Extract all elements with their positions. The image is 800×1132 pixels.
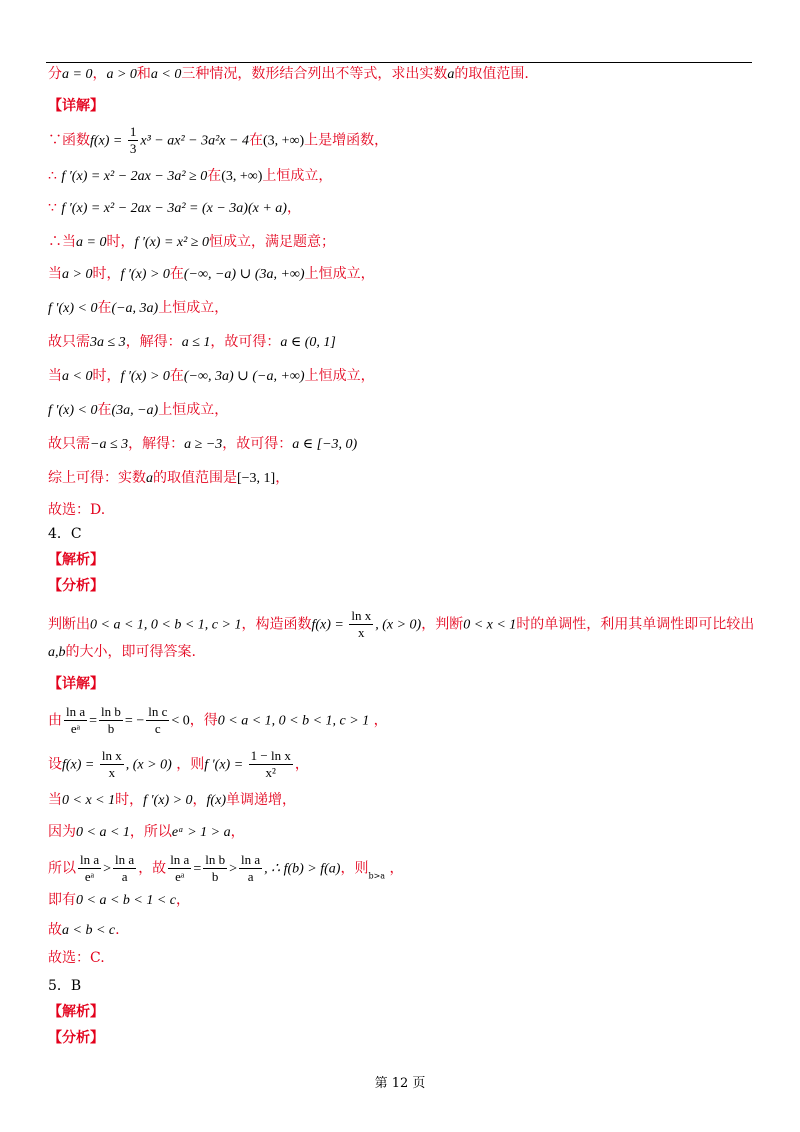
- fraction-denominator: eᵃ: [175, 869, 185, 884]
- math-expression: [−3, 1]: [237, 471, 276, 486]
- math-expression: f(x): [206, 793, 226, 808]
- text-span: ，: [385, 860, 404, 877]
- text-span: ，: [192, 792, 207, 808]
- fraction-numerator: ln a: [115, 852, 135, 867]
- math-expression: f ′(x) > 0: [120, 267, 170, 282]
- text-span: 上恒成立，: [304, 368, 375, 384]
- fraction-denominator: b: [211, 869, 219, 884]
- text-span: ，则: [340, 860, 369, 877]
- math-expression: a < 0: [150, 67, 182, 82]
- text-span: 5．B: [48, 978, 82, 994]
- text-span: 上恒成立，: [262, 168, 333, 184]
- text-span: 的取值范围.: [454, 66, 529, 82]
- fraction-denominator: eᵃ: [84, 869, 95, 884]
- math-expression: 0 < a < 1, 0 < b < 1, c > 1: [217, 713, 370, 729]
- text-span: 在: [169, 368, 184, 384]
- math-expression: a = 0: [62, 67, 93, 82]
- text-span: ，故: [138, 860, 167, 877]
- text-line: [48, 576, 104, 596]
- text-span: 时的单调性，利用其单调性即可比较出: [516, 616, 755, 633]
- math-expression: eᵃ > 1 > a: [171, 825, 231, 840]
- text-span: 故只需: [48, 334, 90, 350]
- math-expression: , (x > 0): [375, 617, 422, 633]
- text-span: 由: [48, 712, 62, 729]
- text-line: [48, 64, 529, 85]
- text-span: ，解得：: [125, 334, 182, 350]
- fraction-numerator: ln a: [80, 852, 100, 867]
- fraction-denominator: x²: [265, 765, 276, 780]
- text-line: [48, 400, 228, 421]
- math-expression: a: [146, 471, 153, 486]
- text-span: 4．C: [48, 526, 82, 542]
- text-line: [48, 790, 296, 811]
- text-line: [48, 524, 82, 544]
- text-line: [48, 468, 289, 489]
- text-span: ，: [369, 712, 388, 729]
- text-span: 即有: [48, 892, 76, 908]
- fraction: [168, 852, 191, 885]
- text-span: ，: [275, 470, 290, 486]
- text-span: ，故可得：: [210, 334, 281, 350]
- math-expression: 0 < x < 1: [62, 793, 116, 808]
- math-expression: (3, +∞): [262, 133, 305, 149]
- text-line: [48, 434, 357, 455]
- text-line: [48, 674, 104, 694]
- fraction-numerator: ln c: [148, 704, 168, 719]
- math-expression: 0 < a < 1: [76, 825, 130, 840]
- math-expression: a,b: [48, 645, 66, 660]
- math-expression: 0 < x < 1: [463, 617, 517, 633]
- fraction-denominator: x: [108, 765, 116, 780]
- text-span: ∴当: [48, 234, 76, 250]
- math-expression: f ′(x) = x² − 2ax − 3a² ≥ 0: [61, 169, 208, 184]
- text-span: 在: [97, 402, 112, 418]
- text-line: [48, 124, 388, 157]
- math-expression: f(x) =: [311, 617, 348, 633]
- math-expression: f ′(x) < 0: [48, 403, 98, 418]
- math-expression: f ′(x) > 0: [143, 793, 193, 808]
- text-line: [48, 704, 388, 737]
- fraction-numerator: ln b: [101, 704, 121, 719]
- text-span: 上是增函数，: [304, 132, 389, 149]
- math-expression: , (x > 0): [125, 757, 172, 773]
- text-line: [48, 166, 332, 187]
- text-span: 故选：D.: [48, 502, 106, 518]
- text-span: 当: [48, 266, 62, 282]
- text-span: 在: [207, 168, 222, 184]
- fraction-numerator: ln a: [170, 852, 190, 867]
- math-expression: 0 < a < 1, 0 < b < 1, c > 1: [90, 617, 242, 633]
- fraction-numerator: 1: [129, 124, 137, 139]
- math-expression: f ′(x) =: [204, 757, 247, 773]
- fraction-numerator: ln a: [241, 852, 261, 867]
- text-span: ，得: [189, 712, 218, 729]
- text-line: [48, 890, 190, 911]
- text-span: 单调递增，: [225, 792, 296, 808]
- math-expression: f ′(x) = x² − 2ax − 3a² = (x − 3a)(x + a): [61, 201, 287, 216]
- text-line: [48, 748, 309, 781]
- math-expression: (3a, −a): [111, 403, 159, 418]
- text-span: 所以: [48, 860, 76, 877]
- math-expression: a: [447, 67, 455, 82]
- text-span: 三种情况，数形结合列出不等式，求出实数: [181, 66, 448, 82]
- text-line: [48, 298, 228, 319]
- math-expression: f ′(x) > 0: [120, 369, 170, 384]
- header-rule: [46, 62, 752, 63]
- text-span: 上恒成立，: [304, 266, 375, 282]
- text-span: ，: [230, 824, 245, 840]
- text-span: 时，: [92, 368, 121, 384]
- fraction: [146, 704, 169, 737]
- math-expression: f ′(x) < 0: [48, 301, 98, 316]
- text-span: 【分析】: [48, 1030, 104, 1046]
- math-expression: x³ − ax² − 3a²x − 4: [140, 133, 249, 149]
- math-expression: a < b < c: [62, 923, 116, 938]
- math-expression: a < 0: [62, 369, 93, 384]
- fraction-numerator: ln b: [205, 852, 226, 867]
- math-expression: a > 0: [106, 67, 137, 82]
- text-span: 当: [48, 792, 62, 808]
- text-line: [48, 948, 105, 968]
- fraction: [249, 748, 293, 781]
- text-span: ，构造函数: [241, 616, 312, 633]
- fraction: [100, 748, 124, 781]
- text-span: 时，: [92, 266, 121, 282]
- text-span: 故选：C.: [48, 950, 105, 966]
- math-expression: = −: [124, 713, 145, 729]
- math-expression: f(x) =: [90, 133, 126, 149]
- math-expression: a ≥ −3: [184, 437, 223, 452]
- text-line: [48, 332, 336, 353]
- fraction: [349, 608, 373, 641]
- math-expression: f(x) =: [62, 757, 98, 773]
- text-line: [48, 852, 404, 887]
- text-span: 和: [136, 66, 151, 82]
- text-span: 【解析】: [48, 552, 104, 568]
- text-span: ，: [92, 66, 107, 82]
- text-span: 判断出: [48, 616, 90, 633]
- math-expression: 3a ≤ 3: [90, 335, 126, 350]
- fraction: [113, 852, 136, 885]
- text-line: [48, 198, 301, 219]
- text-span: ，: [176, 892, 191, 908]
- math-expression: =: [89, 713, 98, 729]
- text-span: 设: [48, 756, 62, 773]
- text-span: 时，: [115, 792, 144, 808]
- text-line: [48, 366, 375, 387]
- text-span: 时，: [106, 234, 135, 250]
- fraction-denominator: x: [358, 625, 365, 640]
- text-span: 综上可得：实数: [48, 470, 146, 486]
- math-expression: (−a, 3a): [111, 301, 159, 316]
- text-span: 故只需: [48, 436, 90, 452]
- fraction: [203, 852, 227, 885]
- fraction-denominator: a: [121, 869, 128, 884]
- fraction: [239, 852, 262, 885]
- text-span: ，判断: [421, 616, 464, 633]
- text-span: 的大小，即可得答案.: [65, 644, 196, 660]
- text-span: ∵函数: [48, 132, 90, 149]
- text-span: 【详解】: [48, 98, 104, 114]
- text-span: 恒成立，满足题意；: [209, 234, 335, 250]
- text-span: 在: [169, 266, 184, 282]
- fraction-denominator: b: [107, 721, 115, 736]
- fraction: [128, 124, 139, 157]
- fraction-denominator: a: [247, 869, 254, 884]
- text-span: ，解得：: [128, 436, 185, 452]
- math-expression: < 0: [171, 713, 190, 729]
- fraction: [64, 704, 87, 737]
- math-expression: (−∞, 3a) ∪ (−a, +∞): [183, 369, 305, 384]
- text-line: [48, 550, 104, 570]
- text-span: .: [115, 922, 120, 938]
- text-line: [48, 1002, 104, 1022]
- fraction-numerator: 1 − ln x: [250, 748, 291, 763]
- text-line: [48, 642, 196, 663]
- text-span: ∵: [48, 200, 62, 216]
- text-line: [48, 976, 81, 996]
- text-span: 分: [48, 66, 62, 82]
- text-line: [48, 96, 104, 116]
- fraction-numerator: ln a: [66, 704, 86, 719]
- fraction: [78, 852, 101, 885]
- math-expression: =: [193, 861, 202, 877]
- text-span: 上恒成立，: [158, 402, 229, 418]
- text-span: ，则: [171, 756, 205, 773]
- text-span: 因为: [48, 824, 76, 840]
- math-expression: −a ≤ 3: [90, 437, 129, 452]
- text-span: 【解析】: [48, 1004, 104, 1020]
- text-line: [48, 232, 335, 253]
- math-expression: a ∈ (0, 1]: [280, 335, 336, 350]
- math-expression: a > 0: [62, 267, 93, 282]
- math-expression: , ∴ f(b) > f(a): [264, 861, 341, 877]
- math-expression: 0 < a < b < 1 < c: [76, 893, 177, 908]
- fraction-numerator: ln x: [101, 748, 122, 763]
- math-expression: (3, +∞): [221, 169, 263, 184]
- text-span: 故: [48, 922, 62, 938]
- text-span: 在: [248, 132, 263, 149]
- math-expression: a ≤ 1: [181, 335, 211, 350]
- fraction-numerator: ln x: [351, 608, 372, 623]
- text-span: 的取值范围是: [153, 470, 237, 486]
- text-span: 当: [48, 368, 62, 384]
- text-span: ，故可得：: [222, 436, 293, 452]
- text-span: ，: [294, 756, 309, 773]
- math-expression: >: [103, 861, 112, 877]
- fraction-denominator: eᵃ: [70, 721, 81, 736]
- text-span: ，所以: [129, 824, 172, 840]
- math-expression: (−∞, −a) ∪ (3a, +∞): [183, 267, 305, 282]
- text-line: [48, 608, 754, 641]
- text-line: [48, 920, 120, 941]
- text-line: [48, 264, 375, 285]
- fraction-denominator: 3: [129, 141, 137, 156]
- text-span: 在: [97, 300, 112, 316]
- text-span: 【详解】: [48, 676, 104, 692]
- text-line: [48, 500, 105, 520]
- fraction: [99, 704, 123, 737]
- page-number: 第 12 页: [374, 1076, 426, 1091]
- text-span: b>a: [368, 871, 386, 881]
- text-span: 上恒成立，: [158, 300, 229, 316]
- math-expression: f ′(x) = x² ≥ 0: [134, 235, 209, 250]
- text-line: [48, 822, 245, 843]
- text-span: ∴: [48, 168, 62, 184]
- fraction-denominator: c: [154, 721, 161, 736]
- text-span: 【分析】: [48, 578, 104, 594]
- text-span: ，: [286, 200, 301, 216]
- text-line: [48, 1028, 104, 1048]
- math-expression: a = 0: [76, 235, 107, 250]
- math-expression: >: [229, 861, 238, 877]
- math-expression: a ∈ [−3, 0): [292, 437, 358, 452]
